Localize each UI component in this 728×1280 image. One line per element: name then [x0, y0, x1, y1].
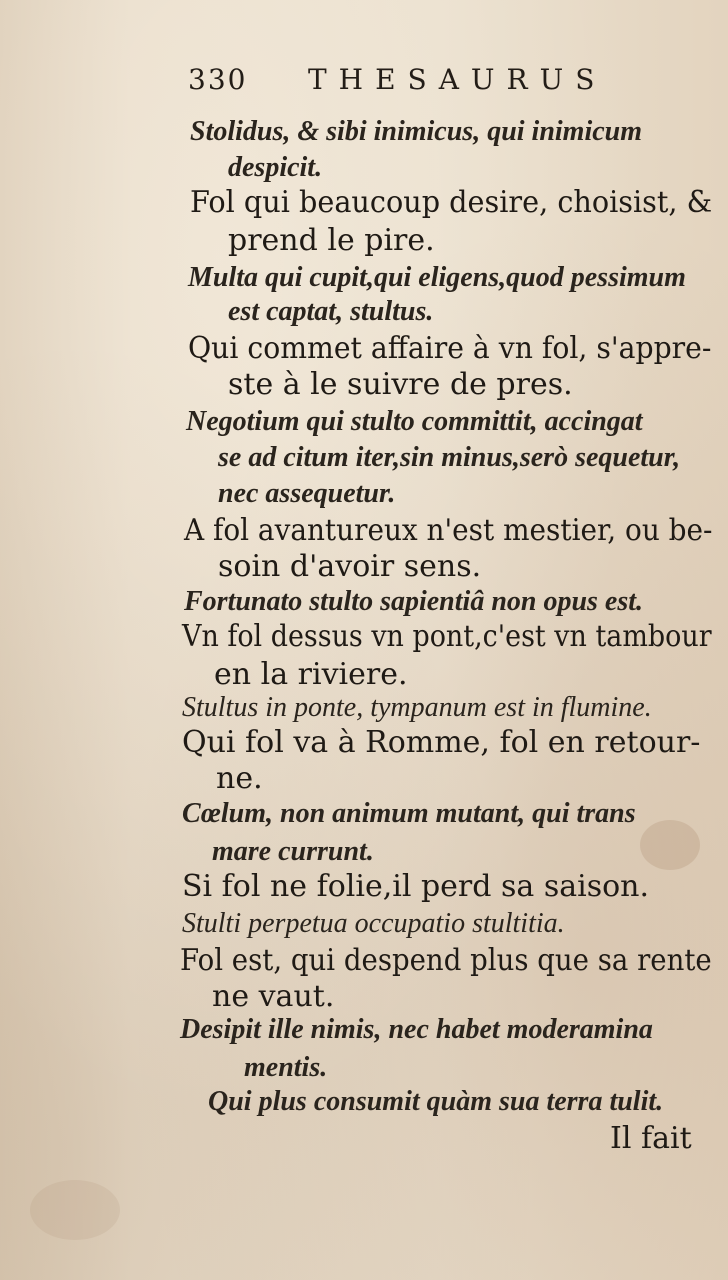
text-line: nec assequetur. — [218, 478, 396, 509]
text-line: Negotium qui stulto committit, accingat — [186, 406, 643, 437]
text-line: Fortunato stulto sapientiâ non opus est. — [184, 586, 644, 617]
text-line: Stulti perpetua occupatio stultitia. — [182, 908, 565, 939]
text-line: Fol est, qui despend plus que sa rente — [180, 943, 712, 978]
text-line: ne vaut. — [212, 979, 335, 1014]
text-line: Stolidus, & sibi inimicus, qui inimicum — [190, 116, 643, 147]
paper-stain — [30, 1180, 120, 1240]
text-line: A fol avantureux n'est mestier, ou be- — [184, 513, 713, 548]
text-line: ste à le suivre de pres. — [228, 367, 573, 402]
running-title: THESAURUS — [308, 63, 607, 96]
text-line: Stultus in ponte, tympanum est in flumine. — [182, 692, 652, 723]
text-line: en la riviere. — [214, 657, 408, 692]
page-number: 330 — [188, 63, 248, 96]
catchword: Il fait — [610, 1121, 692, 1156]
text-line: mare currunt. — [212, 836, 374, 867]
text-line: Qui commet affaire à vn fol, s'appre- — [188, 331, 712, 366]
text-line: despicit. — [228, 152, 323, 183]
text-line: Qui plus consumit quàm sua terra tulit. — [208, 1086, 664, 1117]
text-line: Cœlum, non animum mutant, qui trans — [182, 798, 636, 829]
text-line: Fol qui beaucoup desire, choisist, & — [190, 185, 713, 220]
text-line: se ad citum iter,sin minus,serò sequetur, — [218, 442, 681, 473]
text-line: ne. — [216, 761, 263, 796]
text-line: Vn fol dessus vn pont,c'est vn tambour — [182, 619, 712, 654]
text-line: Qui fol va à Romme, fol en retour- — [182, 725, 701, 760]
text-line: est captat, stultus. — [228, 296, 434, 327]
text-line: Multa qui cupit,qui eligens,quod pessimum — [188, 262, 686, 293]
text-line: prend le pire. — [228, 223, 435, 258]
paper-stain — [640, 820, 700, 870]
text-line: soin d'avoir sens. — [218, 549, 482, 584]
text-line: Si fol ne folie,il perd sa saison. — [182, 869, 650, 904]
text-line: Desipit ille nimis, nec habet moderamina — [180, 1014, 653, 1045]
running-header — [188, 63, 607, 96]
text-line: mentis. — [244, 1052, 328, 1083]
